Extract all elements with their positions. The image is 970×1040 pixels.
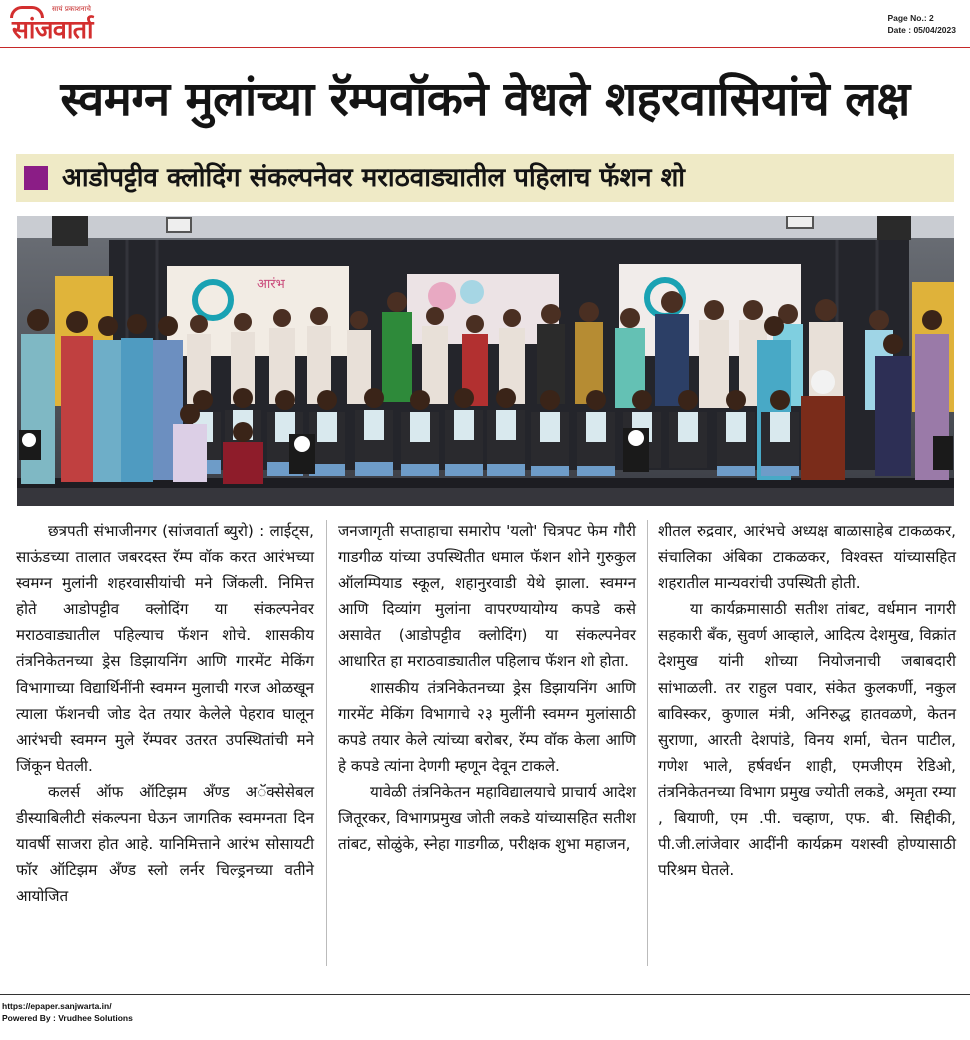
article-paragraph: या कार्यक्रमासाठी सतीश तांबट, वर्धमान नागरी सहकारी बँक, सुवर्ण आव्हाले, आदित्य देशमुख, विक्रांत देशमुख यांनी शोच्या नियोजनाची जबाबदारी सांभाळली. तर राहुल पवार, संकेत कुलकर्णी, नकुल बाविस्कर, कुणाल मंत्री, अनिरुद्ध हातवळणे, केतन सुराणा, आरती देशपांडे, विनय शर्मा, चेतन पाटील, गणेश भाले, हर्षवर्धन शाही, एमजीएम रेडिओ, तंत्रनिकेतनच्या विभाग प्रमुख ज्योती लकडे, अमृता रम्या , बियाणी, एम .पी. चव्हाण, एफ. बी. सिद्दीकी, पी.जी.लांजेवार आदींनी कार्यक्रम यशस्वी होण्यासाठी परिश्रम घेतले.	[658, 600, 956, 880]
logo-text: सांजवार्ता	[12, 15, 94, 44]
article-paragraph: शासकीय तंत्रनिकेतनच्या ड्रेस डिझायनिंग आणि गारमेंट मेकिंग विभागाचे २३ मुलींनी स्वमग्न मुलांसाठी कपडे तयार केले त्यांच्या बरोबर, रॅम्प वॉक केला आणि हे कपडे त्यांना देणगी म्हणून देवून टाकले.	[338, 678, 636, 775]
masthead	[0, 0, 970, 48]
article-subheadline: आडोपट्टीव क्लोदिंग संकल्पनेवर मराठवाड्यातील पहिलाच फॅशन शो	[62, 163, 686, 193]
group-photo-illustration	[17, 216, 954, 506]
square-bullet-icon	[24, 166, 48, 190]
footer-divider	[0, 994, 970, 995]
article-paragraph: छत्रपती संभाजीनगर (सांजवार्ता ब्युरो) : लाईट्स, साऊंडच्या तालात जबरदस्त रॅम्प वॉक करत आरंभच्या स्वमग्न मुलांनी शहरवासीयांची मने जिंकली. निमित्त होते आडोपट्टीव क्लोदिंग या संकल्पनेवर मराठवाड्यातील पहिल्याच फॅशन शोचे. शासकीय तंत्रनिकेतनच्या ड्रेस डिझायनिंग आणि गारमेंट मेकिंग विभागाच्या विद्यार्थिनींनी स्वमग्न मुलाची गरज ओळखून त्याला फॅशनची जोड देत तयार केलेले पेहराव घालून आरंभची स्वमग्न मुले रॅम्पवर उतरत उपस्थितांची मने जिंकून घेतली.	[16, 522, 314, 775]
article-paragraph: यावेळी तंत्रनिकेतन महाविद्यालयाचे प्राचार्य आदेश जितूरकर, विभागप्रमुख जोती लकडे यांच्यासहित सतीश तांबट, सोळुंके, स्नेहा गाडगीळ, परीक्षक शुभा महाजन,	[338, 782, 636, 854]
article-column-3	[658, 518, 956, 883]
column-divider	[647, 520, 648, 966]
logo-tagline: सायं प्रकाशनाचे	[52, 5, 91, 13]
page-number: Page No.: 2	[887, 13, 934, 23]
page-meta	[887, 12, 956, 36]
newspaper-logo[interactable]	[6, 2, 124, 44]
subheadline-band	[16, 154, 954, 202]
article-paragraph: जनजागृती सप्ताहाचा समारोप 'यलो' चित्रपट फेम गौरी गाडगीळ यांच्या उपस्थितीत धमाल फॅशन शोने गुरुकुल ऑलम्पियाड स्कूल, शहानुरवाडी येथे झाला. स्वमग्न आणि दिव्यांग मुलांना वापरण्यायोग्य कपडे कसे असावेत (आडोपट्टीव क्लोदिंग) या संकल्पनेवर आधारित हा मराठवाड्यातील पहिलाच फॅशन शो होता.	[338, 522, 636, 671]
page-date: Date : 05/04/2023	[887, 25, 956, 35]
banner-text: आरंभ	[257, 277, 285, 292]
article-paragraph: शीतल रुद्रवार, आरंभचे अध्यक्ष बाळासाहेब टाकळकर, संचालिका अंबिका टाकळकर, विश्वस्त यांच्यासहित शहरातील मान्यवरांची उपस्थिती होती.	[658, 522, 956, 593]
masthead-divider	[0, 47, 970, 48]
article-column-1	[16, 518, 314, 909]
epaper-url-link[interactable]: https://epaper.sanjwarta.in/	[2, 1001, 112, 1011]
article-headline: स्वमग्न मुलांच्या रॅम्पवॉकने वेधले शहरवासियांचे लक्ष	[60, 72, 910, 127]
column-divider	[326, 520, 327, 966]
article-column-2	[338, 518, 636, 857]
powered-by: Powered By : Vrudhee Solutions	[2, 1013, 133, 1023]
event-photo	[17, 216, 954, 506]
article-paragraph: कलर्स ऑफ ऑटिझम अँण्ड अॅक्सेसेबल डीस्याबिलीटी संकल्पना घेऊन जागतिक स्वमग्नता दिन यावर्षी साजरा होत आहे. यानिमित्ताने आरंभ सोसायटी फॉर ऑटिझम अँण्ड स्लो लर्नर चिल्ड्रनच्या वतीने आयोजित	[16, 782, 314, 906]
footer	[2, 1000, 133, 1024]
